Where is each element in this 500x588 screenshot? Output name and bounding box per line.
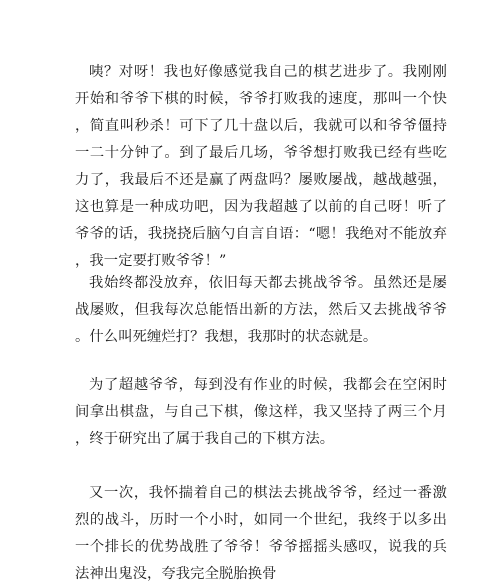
paragraph-3: 为了超越爷爷，每到没有作业的时候，我都会在空闲时间拿出棋盘，与自己下棋，像这样，我又坚持了两三个月，终于研究出了属于我自己的下棋方法。 [75,377,447,447]
paragraph-1: 咦？对呀！我也好像感觉我自己的棋艺进步了。我刚刚开始和爷爷下棋的时候，爷爷打败我的速度，那叫一个快，简直叫秒杀！可下了几十盘以后，我就可以和爷爷僵持一二十分钟了。到了最后几场，爷爷想打败我已经有些吃力了，我最后不还是赢了两盘吗？屡败屡战，越战越强，这也算是一种成功吧，因为我超越了以前的自己呀！听了爷爷的话，我挠挠后脑勺自言自语：“嗯！我绝对不能放弃，我一定要打败爷爷！” [75,64,447,269]
paragraph-4: 又一次，我怀揣着自己的棋法去挑战爷爷，经过一番激烈的战斗，历时一个小时，如同一个世纪，我终于以多出一个排长的优势战胜了爷爷！爷爷摇摇头感叹，说我的兵法神出鬼没，夸我完全脱胎换骨 [75,485,447,582]
paragraph-2: 我始终都没放弃，依旧每天都去挑战爷爷。虽然还是屡战屡败，但我每次总能悟出新的方法，然后又去挑战爷爷。什么叫死缠烂打？我想，我那时的状态就是。 [75,275,447,345]
